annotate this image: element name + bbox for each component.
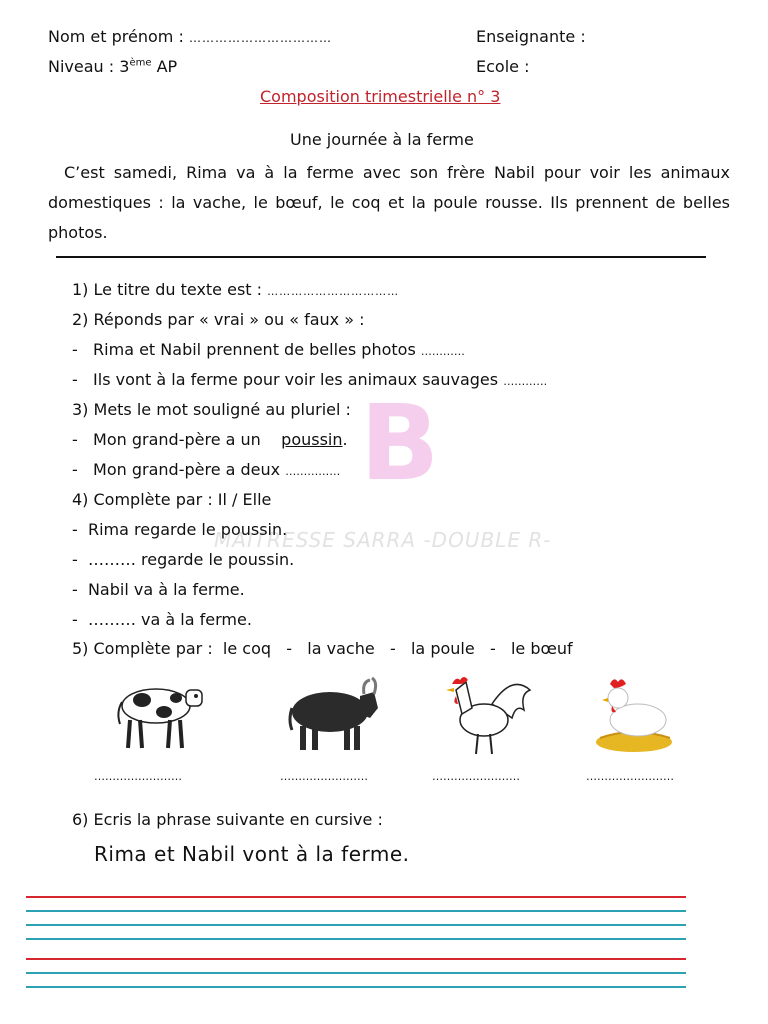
q4-item: [72, 550, 294, 569]
name-label: Nom et prénom :: [48, 27, 184, 46]
q2-item: [72, 340, 465, 359]
q2-item-blank: …………: [420, 345, 465, 358]
level-sup: ème: [129, 57, 152, 69]
dash: -: [72, 550, 88, 569]
watermark-letter: B: [360, 382, 440, 504]
q1-label: 1) Le titre du texte est :: [72, 280, 263, 299]
q4-item-text: Nabil va à la ferme.: [87, 580, 245, 599]
writing-line: [26, 972, 686, 974]
watermark-text: MAITRESSE SARRA -DOUBLE R-: [214, 528, 552, 552]
q1-blank: ……………………………: [267, 285, 400, 298]
q4-item: [72, 580, 245, 599]
q3-item-text: Mon grand-père a deux: [93, 460, 281, 479]
name-dots: ……………………………: [188, 31, 332, 45]
text-paragraph: C’est samedi, Rima va à la ferme avec son frère Nabil pour voir les animaux domestiques : la vache, le bœuf, le coq et la poule rousse. Ils prennent de belles photos.: [48, 163, 730, 242]
level-field: [48, 57, 177, 76]
page-title: Composition trimestrielle n° 3: [260, 87, 501, 106]
dash: -: [72, 370, 88, 389]
school-label: Ecole :: [476, 57, 530, 76]
q3-item-text: Mon grand-père a un: [93, 430, 261, 449]
question-1: [72, 280, 399, 299]
q4-item-text: ……… va à la ferme.: [87, 610, 252, 629]
q3-item-blank: ……………: [285, 465, 341, 478]
writing-line: [26, 896, 686, 898]
writing-line: [26, 924, 686, 926]
rooster-icon: [442, 674, 534, 758]
dash: -: [72, 520, 88, 539]
q3-item: [72, 460, 340, 479]
q2-item-text: Rima et Nabil prennent de belles photos: [93, 340, 416, 359]
q2-label: 2) Réponds par « vrai » ou « faux » :: [72, 310, 365, 329]
q4-label: 4) Complète par : Il / Elle: [72, 490, 272, 509]
cow-icon: [112, 672, 204, 752]
dash: -: [72, 430, 88, 449]
level-suffix: AP: [156, 57, 178, 76]
q6-sentence: Rima et Nabil vont à la ferme.: [94, 842, 410, 866]
level-base: 3: [119, 57, 130, 76]
question-5: [72, 639, 573, 658]
dash: -: [72, 610, 88, 629]
dash: -: [72, 340, 88, 359]
writing-line: [26, 958, 686, 960]
period: .: [342, 430, 348, 449]
dash: -: [72, 460, 88, 479]
text-heading: Une journée à la ferme: [290, 130, 474, 149]
q4-item-text: Rima regarde le poussin.: [87, 520, 288, 539]
q3-label: 3) Mets le mot souligné au pluriel :: [72, 400, 351, 419]
q6-label: 6) Ecris la phrase suivante en cursive :: [72, 810, 383, 829]
writing-line: [26, 986, 686, 988]
dash: -: [72, 580, 88, 599]
q2-item-text: Ils vont à la ferme pour voir les animaux sauvages: [93, 370, 499, 389]
q4-item-text: ……… regarde le poussin.: [87, 550, 295, 569]
teacher-label: Enseignante :: [476, 27, 586, 46]
q5-blank: ……………………: [586, 770, 674, 783]
q5-blank: ……………………: [432, 770, 520, 783]
level-label: Niveau :: [48, 57, 115, 76]
q2-item: [72, 370, 547, 389]
q5-options: le coq - la vache - la poule - le bœuf: [222, 639, 573, 658]
q5-blank: ……………………: [280, 770, 368, 783]
q4-item: [72, 520, 287, 539]
separator-rule: [56, 256, 706, 258]
hen-icon: [594, 674, 676, 754]
q2-item-blank: …………: [503, 375, 548, 388]
name-field: [48, 27, 332, 46]
q5-blank: ……………………: [94, 770, 182, 783]
writing-line: [26, 910, 686, 912]
q4-item: [72, 610, 252, 629]
q3-item: [72, 430, 348, 449]
underlined-word: poussin: [281, 430, 343, 449]
q5-label: 5) Complète par :: [72, 639, 213, 658]
writing-line: [26, 938, 686, 940]
bull-icon: [286, 674, 382, 754]
